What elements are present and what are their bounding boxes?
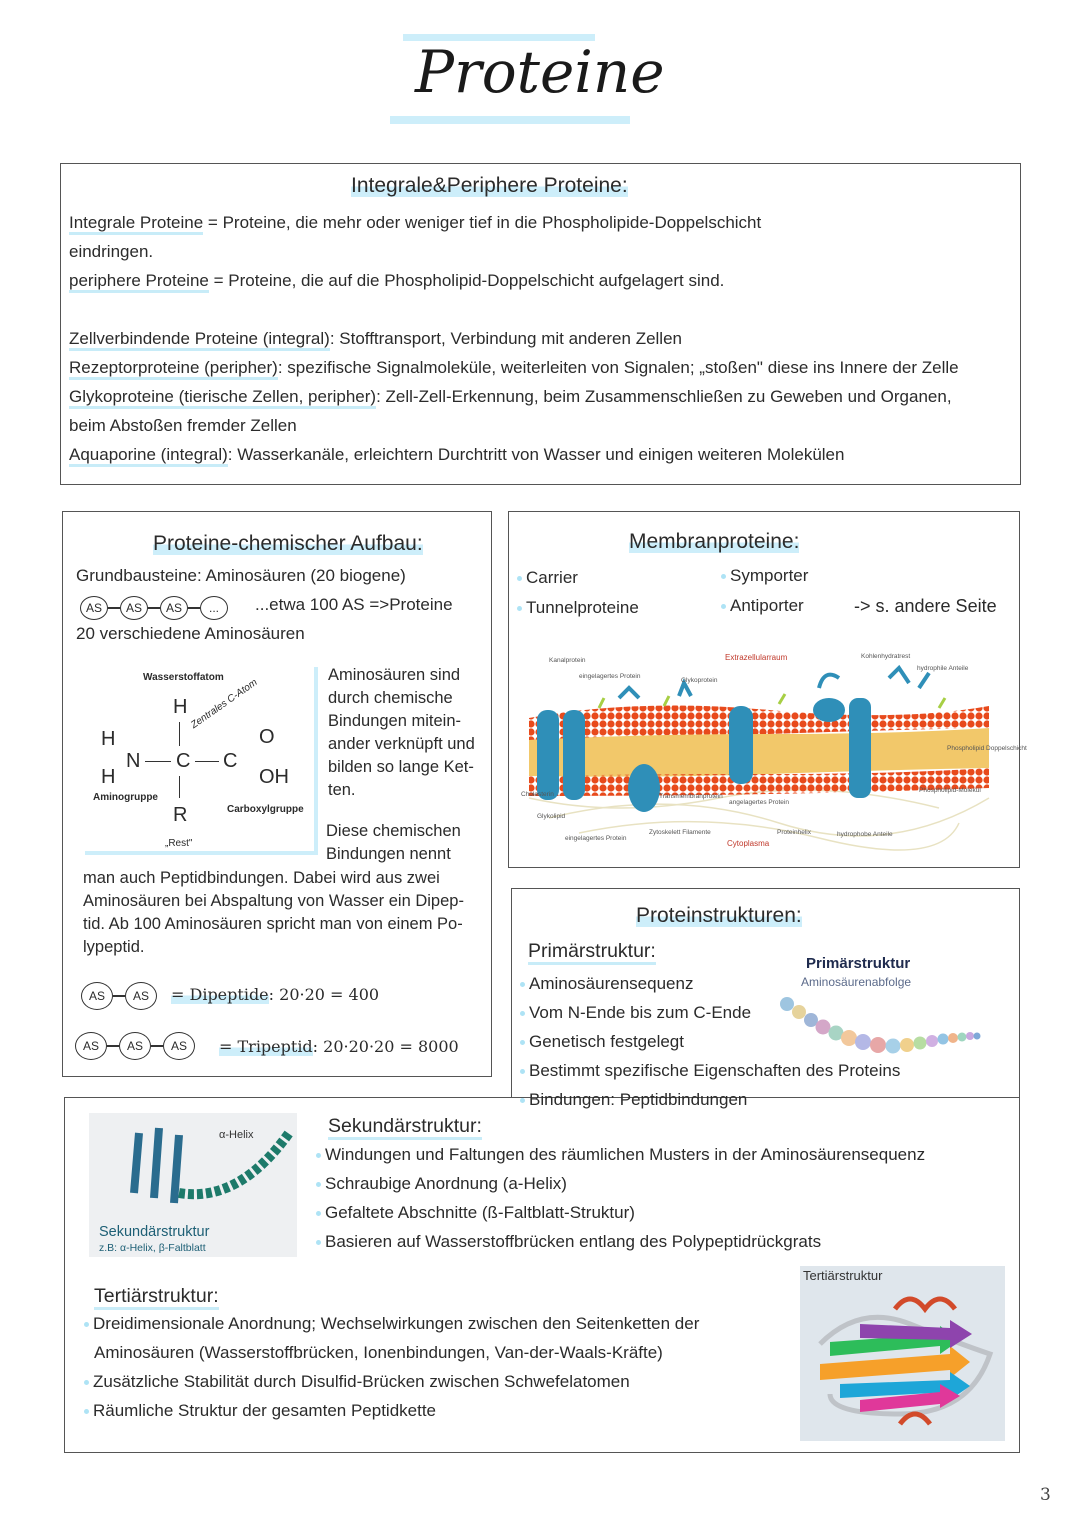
membrane-section: Membranproteine: Carrier Tunnelproteine Symporter Antiporter -> s. andere Seite Kanalprotein eingelagertes Protein Glykoprotein Extrazellularraum Kohlenhydratrest hydrophile Anteile Phospholipid Doppelschicht Phospholipid-Molekül Cholesterin Glykolipid Transmembranprotein angelagertes Protein eingelagertes Protein Zytoskelett Filamente Proteinhelix hydrophobe Anteile Cytoplasma — [508, 511, 1020, 868]
tertiary-list: Dreidimensionale Anordnung; Wechselwirkungen zwischen den Seitenketten der Aminosäuren (Wasserstoffbrücken, Ionenbindungen, Van-der-Waals-Kräfte) Zusätzliche Stabilität durch Disulfid-Brücken zwischen Schwefelatomen Räumliche Struktur der gesamten Peptidkette — [84, 1309, 699, 1425]
svg-text:Cytoplasma: Cytoplasma — [727, 839, 770, 848]
tertiary-structure-image: Tertiärstruktur — [800, 1266, 1005, 1441]
membrane-heading: Membranproteine: — [629, 530, 800, 553]
svg-text:Phospholipid-Molekül: Phospholipid-Molekül — [919, 787, 981, 794]
svg-text:Proteinhelix: Proteinhelix — [777, 829, 811, 836]
svg-text:eingelagertes Protein: eingelagertes Protein — [565, 835, 627, 842]
integral-heading: Integrale&Periphere Proteine: — [351, 174, 628, 197]
svg-text:eingelagertes Protein: eingelagertes Protein — [579, 673, 641, 680]
primary-list: Aminosäurensequenz Vom N-Ende bis zum C-Ende Genetisch festgelegt Bestimmt spezifische Eigenschaften des Proteins Bindungen: Peptidbindungen — [520, 969, 900, 1114]
integral-term: Integrale Proteine — [69, 213, 203, 235]
page-number: 3 — [1040, 1485, 1051, 1505]
primary-structure-image: Primärstruktur Aminosäurenabfolge — [775, 952, 990, 1060]
integral-section: Integrale&Periphere Proteine: Integrale Proteine = Proteine, die mehr oder weniger tief in die Phospholipide-Doppelschicht eindringen. periphere Proteine = Proteine, die auf die Phospholipid-Doppelschicht aufgelagert sind. Zellverbindende Proteine (integral): Stofftransport, Verbindung mit anderen Zellen Rezeptorproteine (peripher): spezifische Signalmoleküle, weiterleiten von Signalen; „stoßen" diese ins Innere der Zelle Glykoproteine (tierische Zellen, peripher): Zell-Zell-Erkennung, beim Zusammenschließen zu Geweben und Organen, beim Abstoßen fremder Zellen Aquaporine (integral): Wasserkanäle, erleichtern Durchtritt von Wasser und einigen weiteren Molekülen — [60, 163, 1021, 485]
chem-section: Proteine-chemischer Aufbau: Grundbausteine: Aminosäuren (20 biogene) AS AS AS ... ...etwa 100 AS =>Proteine 20 verschiedene Aminosäuren Wasserstoffatom H H N H C C O OH Zentrales C-Atom R Aminogruppe Carboxylgruppe „Rest" Aminosäuren sind durch chemische Bindungen mitein- ander verknüpft und bilden so lange Ket- ten. Diese chemischen Bindungen nennt man auch Peptidbindungen. Dabei wird aus zwei Aminosäuren bei Abspaltung von Wasser ein Dipep- tid. Ab 100 Aminosäuren spricht man von einem Po- lypeptid. AS AS = Dipeptide: 20·20 = 400 AS AS AS = Tripeptid: 20·20·20 = 8000 — [62, 511, 492, 1077]
formula-underline — [85, 851, 317, 855]
chem-heading: Proteine-chemischer Aufbau: — [153, 532, 423, 555]
svg-text:hydrophile Anteile: hydrophile Anteile — [917, 665, 969, 672]
peripheral-term: periphere Proteine — [69, 271, 209, 293]
secondary-list: Windungen und Faltungen des räumlichen Musters in der Aminosäurensequenz Schraubige Anordnung (a-Helix) Gefaltete Abschnitte (ß-Faltblatt-Struktur) Basieren auf Wasserstoffbrücken entlang des Polypeptidrückgrats — [316, 1140, 925, 1256]
tertiary-title: Tertiärstruktur: — [94, 1285, 219, 1308]
svg-text:Glykolipid: Glykolipid — [537, 813, 566, 820]
dipeptide-chain: AS AS — [81, 982, 157, 1010]
svg-text:hydrophobe Anteile: hydrophobe Anteile — [837, 831, 893, 838]
chem-paragraph: man auch Peptidbindungen. Dabei wird aus zwei Aminosäuren bei Abspaltung von Wasser ein Dipep- tid. Ab 100 Aminosäuren spricht man von einem Po- lypeptid. — [83, 869, 464, 956]
secondary-title: Sekundärstruktur: — [328, 1115, 482, 1138]
svg-text:Phospholipid Doppelschicht: Phospholipid Doppelschicht — [947, 745, 1027, 752]
secondary-structure-image: α-Helix Sekundärstruktur z.B: α-Helix, β-Faltblatt — [89, 1113, 297, 1257]
title-highlight-bottom — [390, 116, 630, 124]
tripeptid-chain: AS AS AS — [75, 1032, 195, 1060]
svg-text:Kanalprotein: Kanalprotein — [549, 657, 586, 664]
structures-heading: Proteinstrukturen: — [636, 904, 802, 927]
as-chain: AS AS AS ... — [80, 596, 228, 620]
svg-text:Zytoskelett Filamente: Zytoskelett Filamente — [649, 829, 711, 836]
formula-sideline — [314, 667, 318, 855]
svg-text:Glykoprotein: Glykoprotein — [681, 677, 718, 684]
svg-text:Cholesterin: Cholesterin — [521, 791, 554, 798]
svg-text:Transmembranprotein: Transmembranprotein — [659, 793, 723, 800]
primary-title: Primärstruktur: — [528, 940, 656, 963]
membrane-diagram — [519, 648, 1027, 853]
page-title: Proteine — [415, 38, 665, 106]
amino-acid-formula: Wasserstoffatom H H N H C C O OH Zentrales C-Atom R Aminogruppe Carboxylgruppe „Rest" — [93, 672, 304, 849]
svg-text:angelagertes Protein: angelagertes Protein — [729, 799, 789, 806]
chem-side-text: Aminosäuren sind durch chemische Bindungen mitein- ander verknüpft und bilden so lange Ket- ten. — [328, 666, 475, 799]
svg-text:Kohlenhydratrest: Kohlenhydratrest — [861, 653, 911, 660]
svg-text:Extrazellularraum: Extrazellularraum — [725, 653, 788, 662]
